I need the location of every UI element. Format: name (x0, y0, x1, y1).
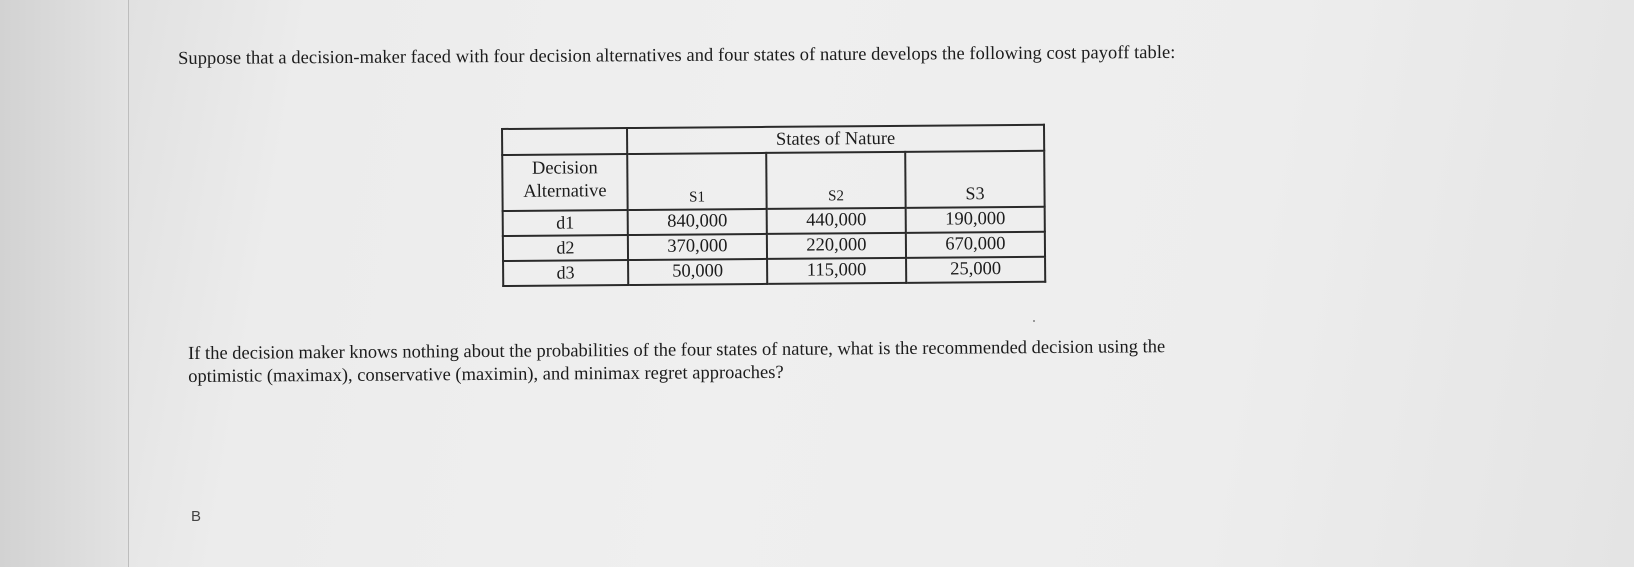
decision-header-line1: Decision (531, 158, 598, 179)
alternative-d3-label: d3 (503, 260, 628, 286)
decision-alternative-header (502, 154, 627, 211)
left-panel-edge (0, 0, 129, 567)
table-subheader-row (502, 151, 1044, 211)
followup-line1: If the decision maker knows nothing about the probabilities of the four states of nature, what is the recommended decision using the (188, 337, 1166, 364)
stray-mark (1033, 320, 1035, 322)
table-row (503, 257, 1045, 286)
states-of-nature-header: States of Nature (627, 125, 1044, 154)
table-cell: 670,000 (906, 232, 1045, 258)
state-s2-header: S2 (766, 152, 905, 209)
table-cell: 440,000 (767, 208, 906, 234)
cost-payoff-table (501, 124, 1046, 287)
question-intro-text: Suppose that a decision-maker faced with four decision alternatives and four states of nature develops the following cost payoff table: (178, 42, 1176, 69)
table-cell: 190,000 (906, 207, 1045, 233)
state-s1-header: S1 (627, 153, 766, 210)
state-s3-header: S3 (905, 151, 1044, 208)
followup-line2: optimistic (maximax), conservative (maximin), and minimax regret approaches? (188, 362, 784, 387)
empty-corner-cell (502, 128, 627, 155)
followup-question-text (188, 335, 1348, 389)
decision-header-line2: Alternative (523, 181, 607, 202)
table-cell: 50,000 (628, 259, 767, 285)
alternative-d1-label: d1 (503, 210, 628, 236)
table-cell: 840,000 (628, 209, 767, 235)
table-cell: 25,000 (906, 257, 1045, 283)
table-cell: 220,000 (767, 233, 906, 259)
table-cell: 115,000 (767, 258, 906, 284)
alternative-d2-label: d2 (503, 235, 628, 261)
answer-choice-letter[interactable]: B (191, 508, 202, 525)
table-cell: 370,000 (628, 234, 767, 260)
